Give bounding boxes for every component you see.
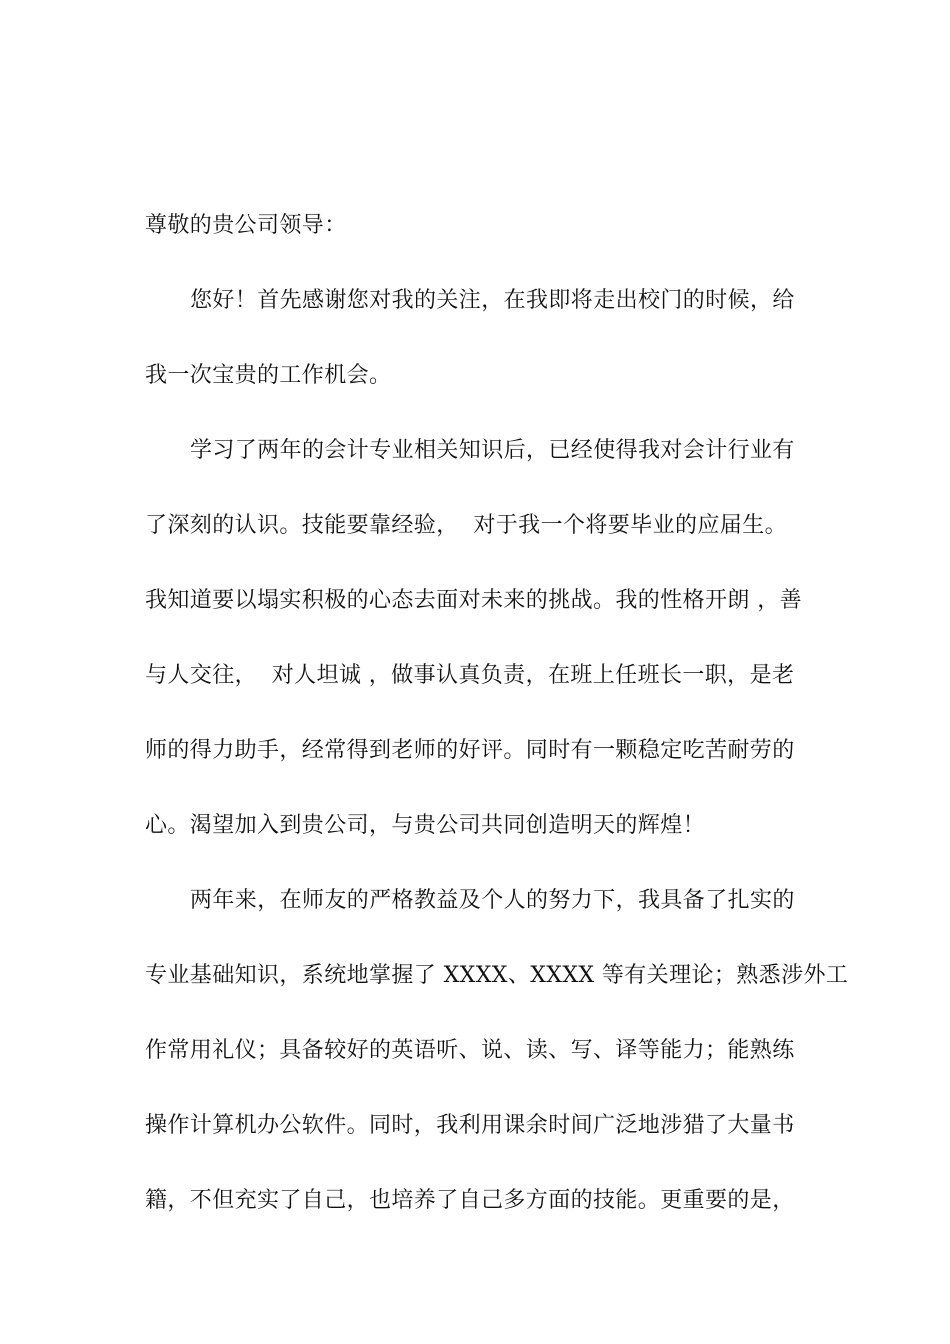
paragraph-line: 学习了两年的会计专业相关知识后，已经使得我对会计行业有 — [190, 438, 795, 463]
paragraph-line: 作常用礼仪；具备较好的英语听、说、读、写、译等能力；能熟练 — [145, 1038, 795, 1063]
paragraph-line: 操作计算机办公软件。同时，我利用课余时间广泛地涉猎了大量书 — [145, 1113, 795, 1138]
paragraph-line: 与人交往， 对人坦诚 ，做事认真负责，在班上任班长一职，是老 — [145, 663, 795, 688]
paragraph-line: 我知道要以塌实积极的心态去面对未来的挑战。我的性格开朗 ，善 — [145, 588, 802, 613]
paragraph-line: 专业基础知识，系统地掌握了 XXXX、XXXX 等有关理论；熟悉涉外工 — [145, 963, 849, 988]
paragraph-line: 籍，不但充实了自己，也培养了自己多方面的技能。更重要的是， — [145, 1188, 795, 1213]
letter-salutation: 尊敬的贵公司领导： — [145, 213, 347, 238]
paragraph-line: 心。渴望加入到贵公司，与贵公司共同创造明天的辉煌！ — [145, 813, 706, 838]
paragraph-line: 了深刻的认识。技能要靠经验， 对于我一个将要毕业的应届生。 — [145, 513, 787, 538]
paragraph-line: 两年来，在师友的严格教益及个人的努力下，我具备了扎实的 — [190, 888, 795, 913]
paragraph-line: 您好！首先感谢您对我的关注，在我即将走出校门的时候，给 — [190, 288, 795, 313]
paragraph-line: 师的得力助手，经常得到老师的好评。同时有一颗稳定吃苦耐劳的 — [145, 738, 795, 763]
paragraph-line: 我一次宝贵的工作机会。 — [145, 363, 392, 388]
